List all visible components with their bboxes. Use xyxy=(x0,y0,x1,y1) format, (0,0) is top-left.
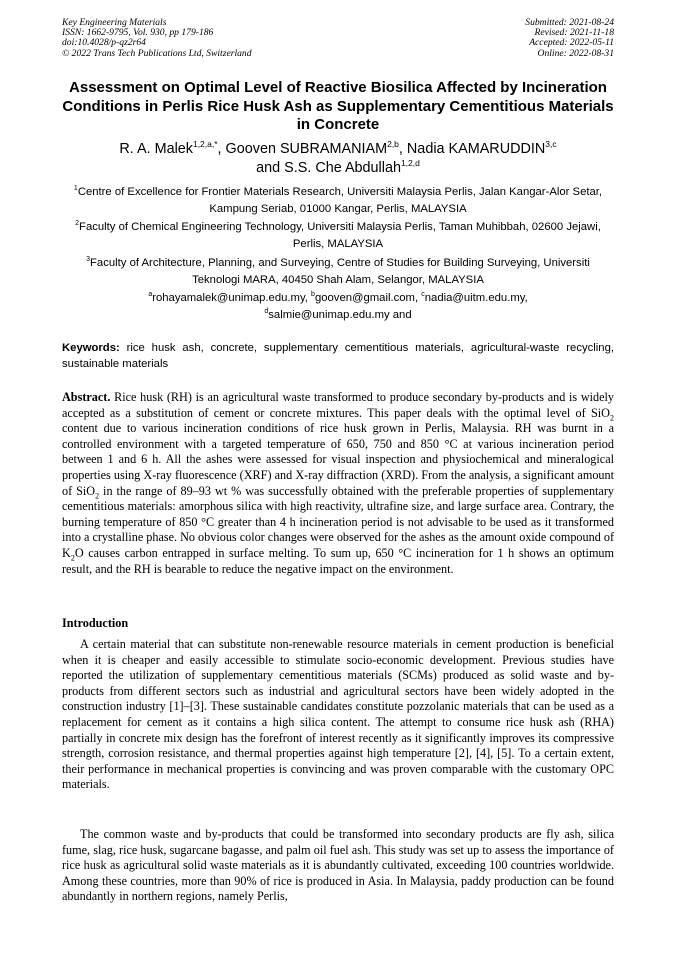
doi-line: doi:10.4028/p-qz2r64 xyxy=(62,37,146,49)
affiliation-mark: 2 xyxy=(75,220,80,228)
author-affiliation-mark: 1,2,d xyxy=(400,158,420,168)
body-paragraph: A certain material that can substitute non-renewable resource materials in cement production is beneficial when it is cheaper and easily accessible to stimulate socio-economic development. Previous studies have reported the utilization of supplementary cementitious materials (SCMs) produced as solid waste and by-products from different sectors such as industrial and agricultural sectors have been widely adopted in the construction industry [1]–[3]. These sustainable candidates constitute pozzolanic materials that can be used as a replacement for cement as it contains a high silica content. The attempt to consume rice husk ash (RHA) partially in concrete mix design has the forefront of interest recently as it significantly improves its compressive strength, corrosion resistance, and thermal properties against high temperature [2], [4], [5]. To a certain extent, their performance in mechanical properties is convincing and was proven comparable with the customary OPC materials. xyxy=(62,637,614,792)
keywords-text: rice husk ash, concrete, supplementary cementitious materials, agricultural-waste recycling, sustainable materials xyxy=(62,342,615,370)
email-c: nadia@uitm.edu.my, xyxy=(424,292,528,304)
email-mark: a xyxy=(148,291,153,299)
subscript: 2 xyxy=(70,553,75,563)
author-affiliation-mark: 3,c xyxy=(545,139,557,150)
keywords-label: Keywords: xyxy=(62,342,120,354)
abstract-text: O causes carbon entrapped in surface melting. To sum up, 650 °C incineration for 1 h shows an optimum result, and the RH is bearable to reduce the negative impact on the environment. xyxy=(62,545,614,576)
author-name: , Gooven SUBRAMANIAM xyxy=(217,141,388,157)
affiliation-2 xyxy=(62,219,614,252)
accepted-date: Accepted: 2022-05-11 xyxy=(529,37,614,49)
journal-name: Key Engineering Materials xyxy=(62,17,167,28)
publication-dates xyxy=(525,18,614,59)
email-mark: b xyxy=(311,291,315,299)
author-affiliation-mark: 1,2,a,* xyxy=(192,139,218,150)
affiliation-mark: 3 xyxy=(86,256,91,264)
revised-date: Revised: 2021-11-18 xyxy=(534,27,614,39)
body-paragraph: The common waste and by-products that could be transformed into secondary products are fly ash, silica fume, slag, rice husk, sugarcane bagasse, and palm oil fuel ash. This study was set up to assess the importance of rice husk as agricultural solid waste materials as it is abundantly cultivated, exceeding 100 countries worldwide. Among these countries, more than 90% of rice is produced in Asia. In Malaysia, paddy production can be found abundantly in northern regions, namely Perlis, xyxy=(62,827,614,904)
affiliation-text: Faculty of Architecture, Planning, and Surveying, Centre of Studies for Building Surveying, Universiti Teknologi MARA, 40450 Shah Alam, Selangor, MALAYSIA xyxy=(90,257,590,286)
author-list xyxy=(62,140,614,178)
abstract-label: Abstract. xyxy=(62,390,111,404)
email-mark: d xyxy=(264,307,269,315)
abstract-text: Rice husk (RH) is an agricultural waste transformed to produce secondary by-products and is widely accepted as a substitution of cement or concrete mixtures. This paper deals with the optimal level of SiO xyxy=(62,390,615,420)
affiliation-mark: 1 xyxy=(73,185,78,193)
submitted-date: Submitted: 2021-08-24 xyxy=(525,17,614,28)
subscript: 2 xyxy=(610,413,614,423)
abstract-text: content due to various incineration conditions of rice husk grown in Perlis, Malaysia. RH was burnt in a controlled environment with a targeted temperature of 650, 750 and 850 °C at various incineration period between 1 and 6 h. All the ashes were assessed for visual inspection and physiochemical and mineralogical properties using X-ray fluorescence (XRF) and X-ray diffraction (XRD). From the analysis, a significant amount of SiO xyxy=(62,421,614,498)
keywords-block xyxy=(62,341,614,372)
author-name: R. A. Malek xyxy=(119,141,193,157)
email-a: rohayamalek@unimap.edu.my, xyxy=(152,292,312,304)
email-mark: c xyxy=(421,291,425,299)
affiliation-3 xyxy=(62,255,614,288)
author-name: and S.S. Che Abdullah xyxy=(256,159,401,176)
affiliation-text: Centre of Excellence for Frontier Materials Research, Universiti Malaysia Perlis, Jalan Kangar-Alor Setar, Kampung Seriab, 01000 Kangar, Perlis, MALAYSIA xyxy=(77,186,603,215)
abstract-block xyxy=(62,390,614,577)
section-heading-introduction: Introduction xyxy=(62,616,129,630)
paper-title: Assessment on Optimal Level of Reactive Biosilica Affected by Incineration Conditions in Perlis Rice Husk Ash as Supplementary Cementitious Materials in Concrete xyxy=(62,79,614,133)
author-affiliation-mark: 2,b xyxy=(387,139,399,150)
subscript: 2 xyxy=(95,491,100,500)
author-name: , Nadia KAMARUDDIN xyxy=(398,141,546,157)
email-d: salmie@unimap.edu.my and xyxy=(268,308,412,321)
affiliation-1 xyxy=(62,184,614,217)
author-emails xyxy=(62,290,614,323)
email-b: gooven@gmail.com, xyxy=(314,292,422,304)
abstract-text: in the range of 89–93 wt % was successfully obtained with the preferable properties of supplementary cementitious materials: amorphous silica with high reactivity, ultrafine size, and large surface area. Contrary, the burning temperature of 850 °C greater than 4 h incineration period is not advisable to be used as it transformed into a crystalline phase. No obvious color changes were observed for the ashes as the amount oxide compound of K xyxy=(62,483,615,560)
affiliation-text: Faculty of Chemical Engineering Technology, Universiti Malaysia Perlis, Taman Muhibbah, 02600 Jejawi, Perlis, MALAYSIA xyxy=(79,221,601,250)
copyright-line: © 2022 Trans Tech Publications Ltd, Switzerland xyxy=(62,47,252,59)
journal-info xyxy=(62,18,252,59)
issn-line: ISSN: 1662-9795, Vol. 930, pp 179-186 xyxy=(62,27,214,39)
online-date: Online: 2022-08-31 xyxy=(537,47,614,59)
